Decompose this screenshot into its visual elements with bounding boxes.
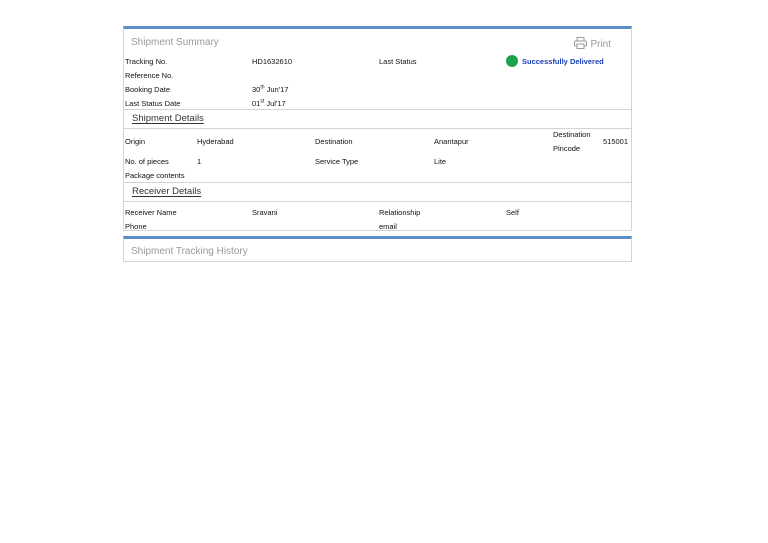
last-status-date-value: 01st Jul'17 (252, 98, 286, 108)
booking-date-label: Booking Date (125, 85, 171, 94)
receiver-details-heading[interactable]: Receiver Details (132, 186, 202, 197)
receiver-name-value: Sravani (252, 208, 278, 217)
last-status-value: Successfully Delivered (522, 57, 604, 66)
last-status-date-label: Last Status Date (125, 99, 181, 108)
tracking-history-title[interactable]: Shipment Tracking History (131, 246, 248, 257)
print-label: Print (590, 39, 611, 50)
dest-pincode-value: 515001 (603, 137, 629, 146)
relationship-label: Relationship (379, 208, 421, 217)
shipment-summary-title: Shipment Summary (131, 37, 219, 48)
service-type-label: Service Type (315, 157, 359, 166)
reference-no-label: Reference No. (125, 71, 174, 80)
shipment-summary-panel (123, 26, 632, 231)
pieces-value: 1 (197, 157, 202, 166)
tracking-history-panel[interactable] (123, 236, 632, 262)
receiver-details-header (124, 182, 631, 202)
tracking-no-label: Tracking No. (125, 57, 168, 66)
relationship-value: Self (506, 208, 519, 217)
shipment-details-header (124, 109, 631, 129)
pieces-label: No. of pieces (125, 157, 169, 166)
origin-value: Hyderabad (197, 137, 234, 146)
last-status-label: Last Status (379, 57, 417, 66)
destination-value: Anantapur (434, 137, 469, 146)
service-type-value: Lite (434, 157, 447, 166)
email-label: email (379, 222, 397, 231)
printer-icon (574, 37, 587, 52)
receiver-name-label: Receiver Name (125, 208, 177, 217)
shipment-details-heading[interactable]: Shipment Details (132, 113, 204, 124)
dest-pincode-label-1: Destination (553, 130, 591, 139)
dest-pincode-label-2: Pincode (553, 144, 581, 153)
origin-label: Origin (125, 137, 146, 146)
phone-label: Phone (125, 222, 147, 231)
destination-label: Destination (315, 137, 353, 146)
booking-date-value: 30th Jun'17 (252, 84, 289, 94)
package-contents-label: Package contents (125, 171, 185, 180)
status-dot-icon (506, 55, 518, 67)
tracking-no-value: HD1632610 (252, 57, 293, 66)
print-button[interactable] (574, 37, 611, 52)
